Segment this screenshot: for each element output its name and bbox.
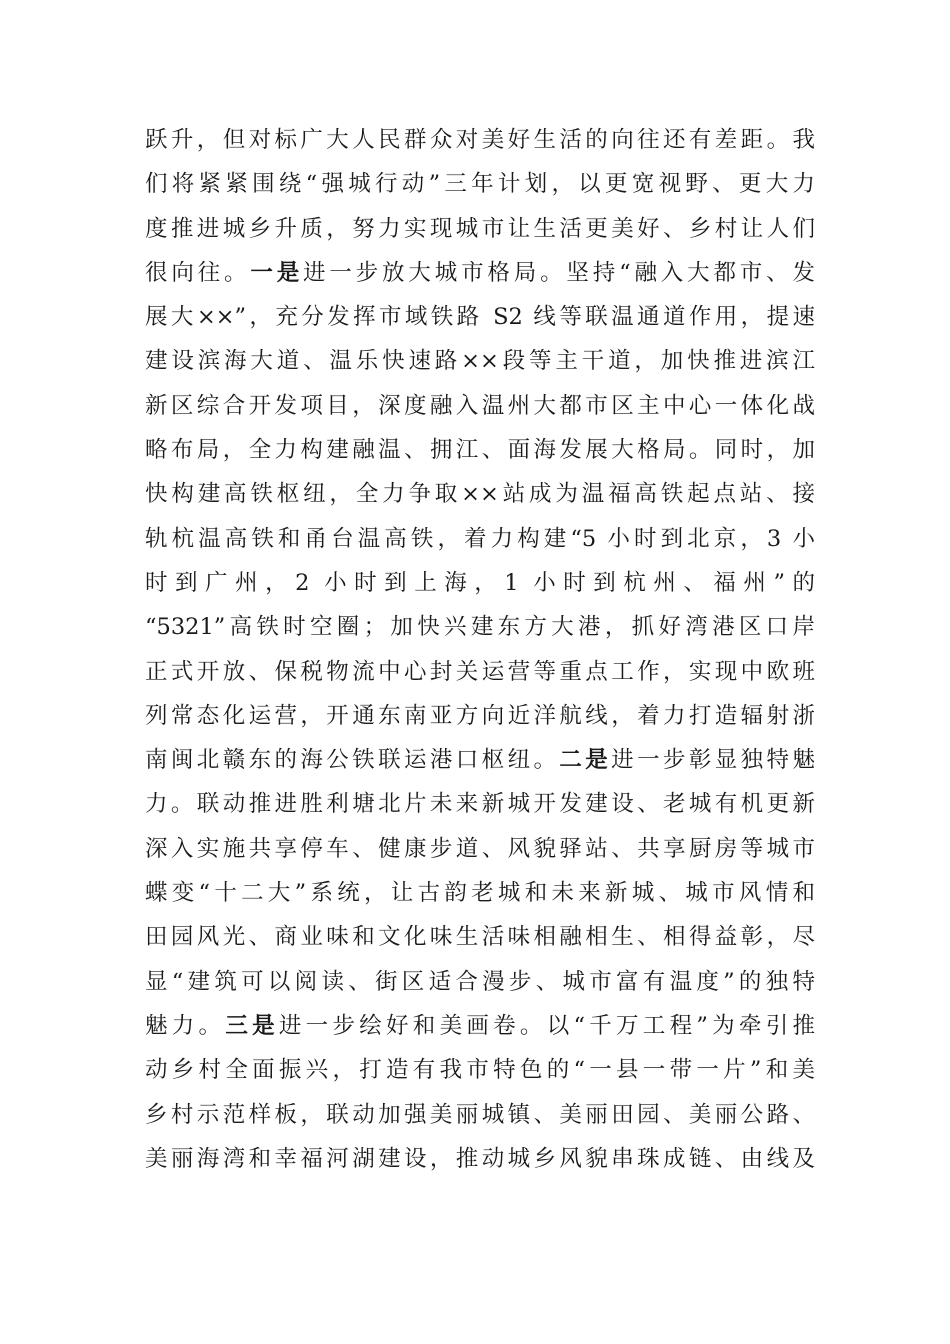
text-run: 动乡村全面振兴，打造有我市特色的“一县一带一片”和美 [145,1057,815,1084]
text-run: 力。联动推进胜利塘北片未来新城开发建设、老城有机更新 [145,791,815,818]
text-line [145,207,815,251]
text-line [145,472,815,516]
text-line [145,871,815,915]
text-line [145,1093,815,1137]
text-line [145,162,815,206]
text-line [145,738,815,782]
section-marker: 一是 [250,259,304,286]
text-run: 南闽北赣东的海公铁联运港口枢纽。 [145,747,560,774]
text-line [145,650,815,694]
text-run: 跃升，但对标广大人民群众对美好生活的向往还有差距。我 [145,127,815,153]
text-run: 蝶变“十二大”系统，让古韵老城和未来新城、城市风情和 [145,880,815,907]
text-run: 进一步绘好和美画卷。以“千万工程”为牵引推 [278,1012,815,1039]
text-run: 度推进城乡升质，努力实现城市让生活更美好、乡村让人们 [145,215,815,242]
text-line [145,1048,815,1092]
text-run: 进一步彰显独特魅 [611,747,815,774]
text-line [145,295,815,339]
text-run: 略布局，全力构建融温、拥江、面海发展大格局。同时，加 [145,437,815,464]
text-run: 轨杭温高铁和甬台温高铁，着力构建“5 小时到北京，3 小 [145,525,815,552]
text-run: 很向往。 [145,259,251,286]
text-run: 正式开放、保税物流中心封关运营等重点工作，实现中欧班 [145,658,815,685]
text-run: 展大××”，充分发挥市域铁路 S2 线等联温通道作用，提速 [145,304,815,331]
text-line [145,517,815,561]
text-run: 深入实施共享停车、健康步道、风貌驿站、共享厨房等城市 [145,835,815,862]
text-run: 显“建筑可以阅读、街区适合漫步、城市富有温度”的独特 [145,968,815,995]
text-line [145,694,815,738]
text-line [145,561,815,605]
text-line [145,1004,815,1048]
text-line [145,827,815,871]
text-line [145,960,815,1004]
text-line [145,384,815,428]
text-line [145,915,815,959]
text-line [145,605,815,649]
text-line [145,782,815,826]
section-marker: 二是 [559,747,612,774]
text-run: 列常态化运营，开通东南亚方向近洋航线，着力打造辐射浙 [145,702,815,729]
text-line [145,339,815,383]
text-line [145,118,815,162]
section-marker: 三是 [225,1012,279,1039]
text-run: 们将紧紧围绕“强城行动”三年计划，以更宽视野、更大力 [145,171,815,198]
text-run: 乡村示范样板，联动加强美丽城镇、美丽田园、美丽公路、 [145,1101,815,1128]
text-line [145,1137,815,1181]
text-run: 田园风光、商业味和文化味生活味相融相生、相得益彰，尽 [145,924,815,951]
text-line [145,251,815,295]
text-run: 魅力。 [145,1012,226,1039]
body-paragraph [145,118,815,1181]
text-run: 建设滨海大道、温乐快速路××段等主干道，加快推进滨江 [145,348,815,375]
text-run: 进一步放大城市格局。坚持“融入大都市、发 [303,259,815,286]
text-run: 新区综合开发项目，深度融入温州大都市区主中心一体化战 [145,392,815,419]
text-line [145,428,815,472]
text-run: “5321”高铁时空圈；加快兴建东方大港，抓好湾港区口岸 [145,614,815,641]
text-run: 美丽海湾和幸福河湖建设，推动城乡风貌串珠成链、由线及 [145,1145,815,1172]
text-run: 时到广州，2 小时到上海，1 小时到杭州、福州”的 [145,569,815,596]
text-run: 快构建高铁枢纽，全力争取××站成为温福高铁起点站、接 [145,481,815,508]
